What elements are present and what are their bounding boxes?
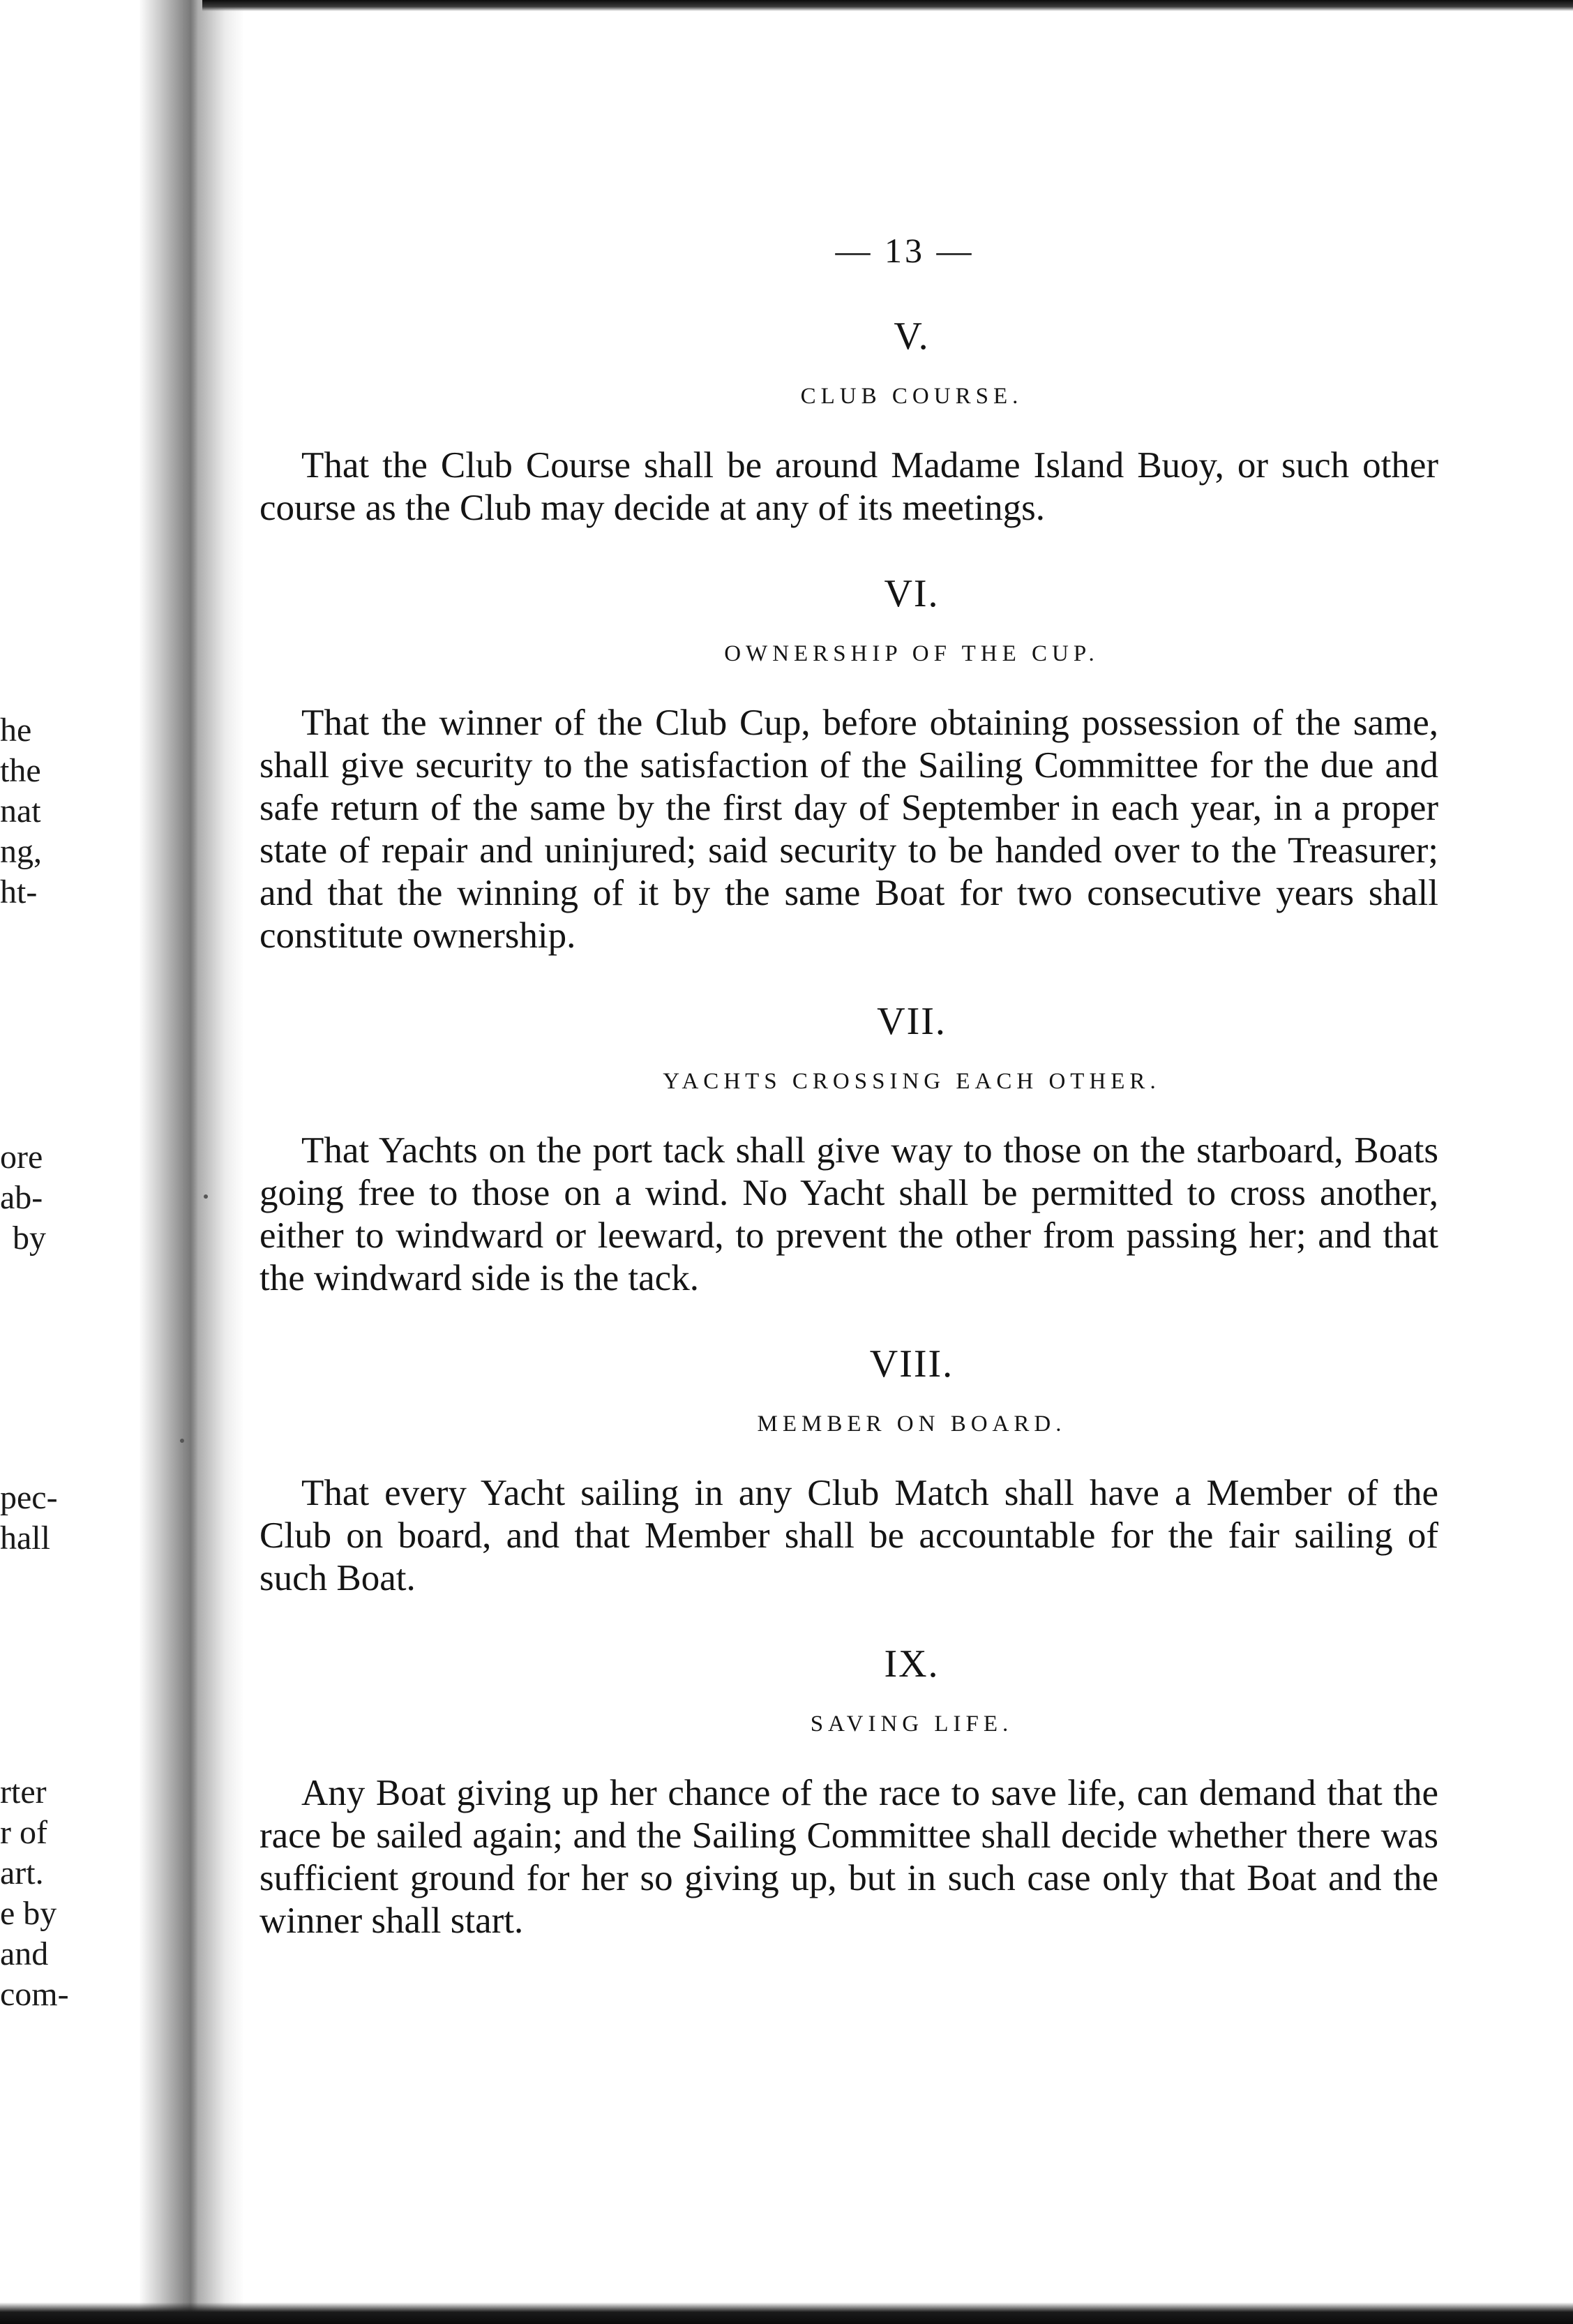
document-page (259, 230, 1438, 1984)
section-text: That the winner of the Club Cup, before obtaining possession of the same, shall give security to the satisfaction of the Sailing Committee for the due and safe return of the same by the first day of September in each year, in a proper state of repair and uninjured; said security to be handed over to the Treasurer; and that the winning of it by the same Boat for two consecutive years shall constitute ownership. (259, 703, 1438, 956)
section-text: Any Boat giving up her chance of the race to save life, can demand that the race be sailed again; and the Sailing Committee shall decide whether there was sufficient ground for her so giving up, but in such case only that Boat and the winner shall start. (259, 1773, 1438, 1941)
page-fold-line (183, 0, 198, 2324)
fragment-line: the (0, 752, 41, 789)
section-text: That every Yacht sailing in any Club Match shall have a Member of the Club on board, and that Member shall be accountable for the fair sailing of such Boat. (259, 1473, 1438, 1598)
fragment-line: hall (0, 1520, 50, 1557)
left-page-fragment-2 (0, 1137, 126, 1259)
left-page-fragment-1 (0, 710, 126, 913)
fragment-line: ng, (0, 833, 42, 870)
scan-speck (180, 1439, 184, 1443)
left-page-fragment-3 (0, 1478, 126, 1559)
fragment-line: and (0, 1935, 49, 1972)
section-number: VI. (884, 572, 940, 615)
section-title: MEMBER ON BOARD. (757, 1411, 1067, 1437)
scan-top-edge (202, 0, 1573, 11)
scan-speck (204, 1194, 208, 1199)
section-text: That Yachts on the port tack shall give way to those on the starboard, Boats going free to those on a wind. No Yacht shall be permitted to cross another, either to windward or leeward, to prevent the other from passing her; and that the windward side is the tack. (259, 1130, 1438, 1298)
section-vi (259, 571, 1438, 957)
fragment-line: ore (0, 1139, 43, 1176)
fragment-line: ht- (0, 874, 38, 910)
section-v (259, 314, 1438, 530)
fragment-line: pec- (0, 1479, 58, 1516)
fragment-line: rter (0, 1774, 47, 1811)
page-number: — 13 — (835, 231, 974, 270)
section-title: SAVING LIFE. (810, 1711, 1014, 1737)
fragment-line: art. (0, 1854, 44, 1891)
left-page-fragment-4 (0, 1772, 126, 2015)
section-text: That the Club Course shall be around Madame Island Buoy, or such other course as the Club may decide at any of its meetings. (259, 445, 1438, 528)
section-title: CLUB COURSE. (800, 384, 1023, 409)
fragment-line: he (0, 712, 32, 749)
fragment-line: r of (0, 1814, 47, 1851)
section-title: OWNERSHIP OF THE CUP. (724, 641, 1099, 666)
fragment-line: nat (0, 793, 41, 830)
fragment-line: e by (0, 1895, 57, 1932)
scan-bottom-edge (0, 2302, 1573, 2324)
fragment-line: ab- (0, 1179, 43, 1216)
section-number: V. (894, 315, 930, 358)
fragment-line: by (13, 1220, 46, 1257)
section-vii (259, 999, 1438, 1300)
fragment-line: com- (0, 1976, 69, 2013)
section-title: YACHTS CROSSING EACH OTHER. (663, 1069, 1161, 1094)
section-number: VII. (877, 1000, 947, 1043)
section-ix (259, 1642, 1438, 1942)
section-viii (259, 1342, 1438, 1600)
section-number: IX. (884, 1642, 940, 1686)
section-number: VIII. (869, 1342, 954, 1386)
